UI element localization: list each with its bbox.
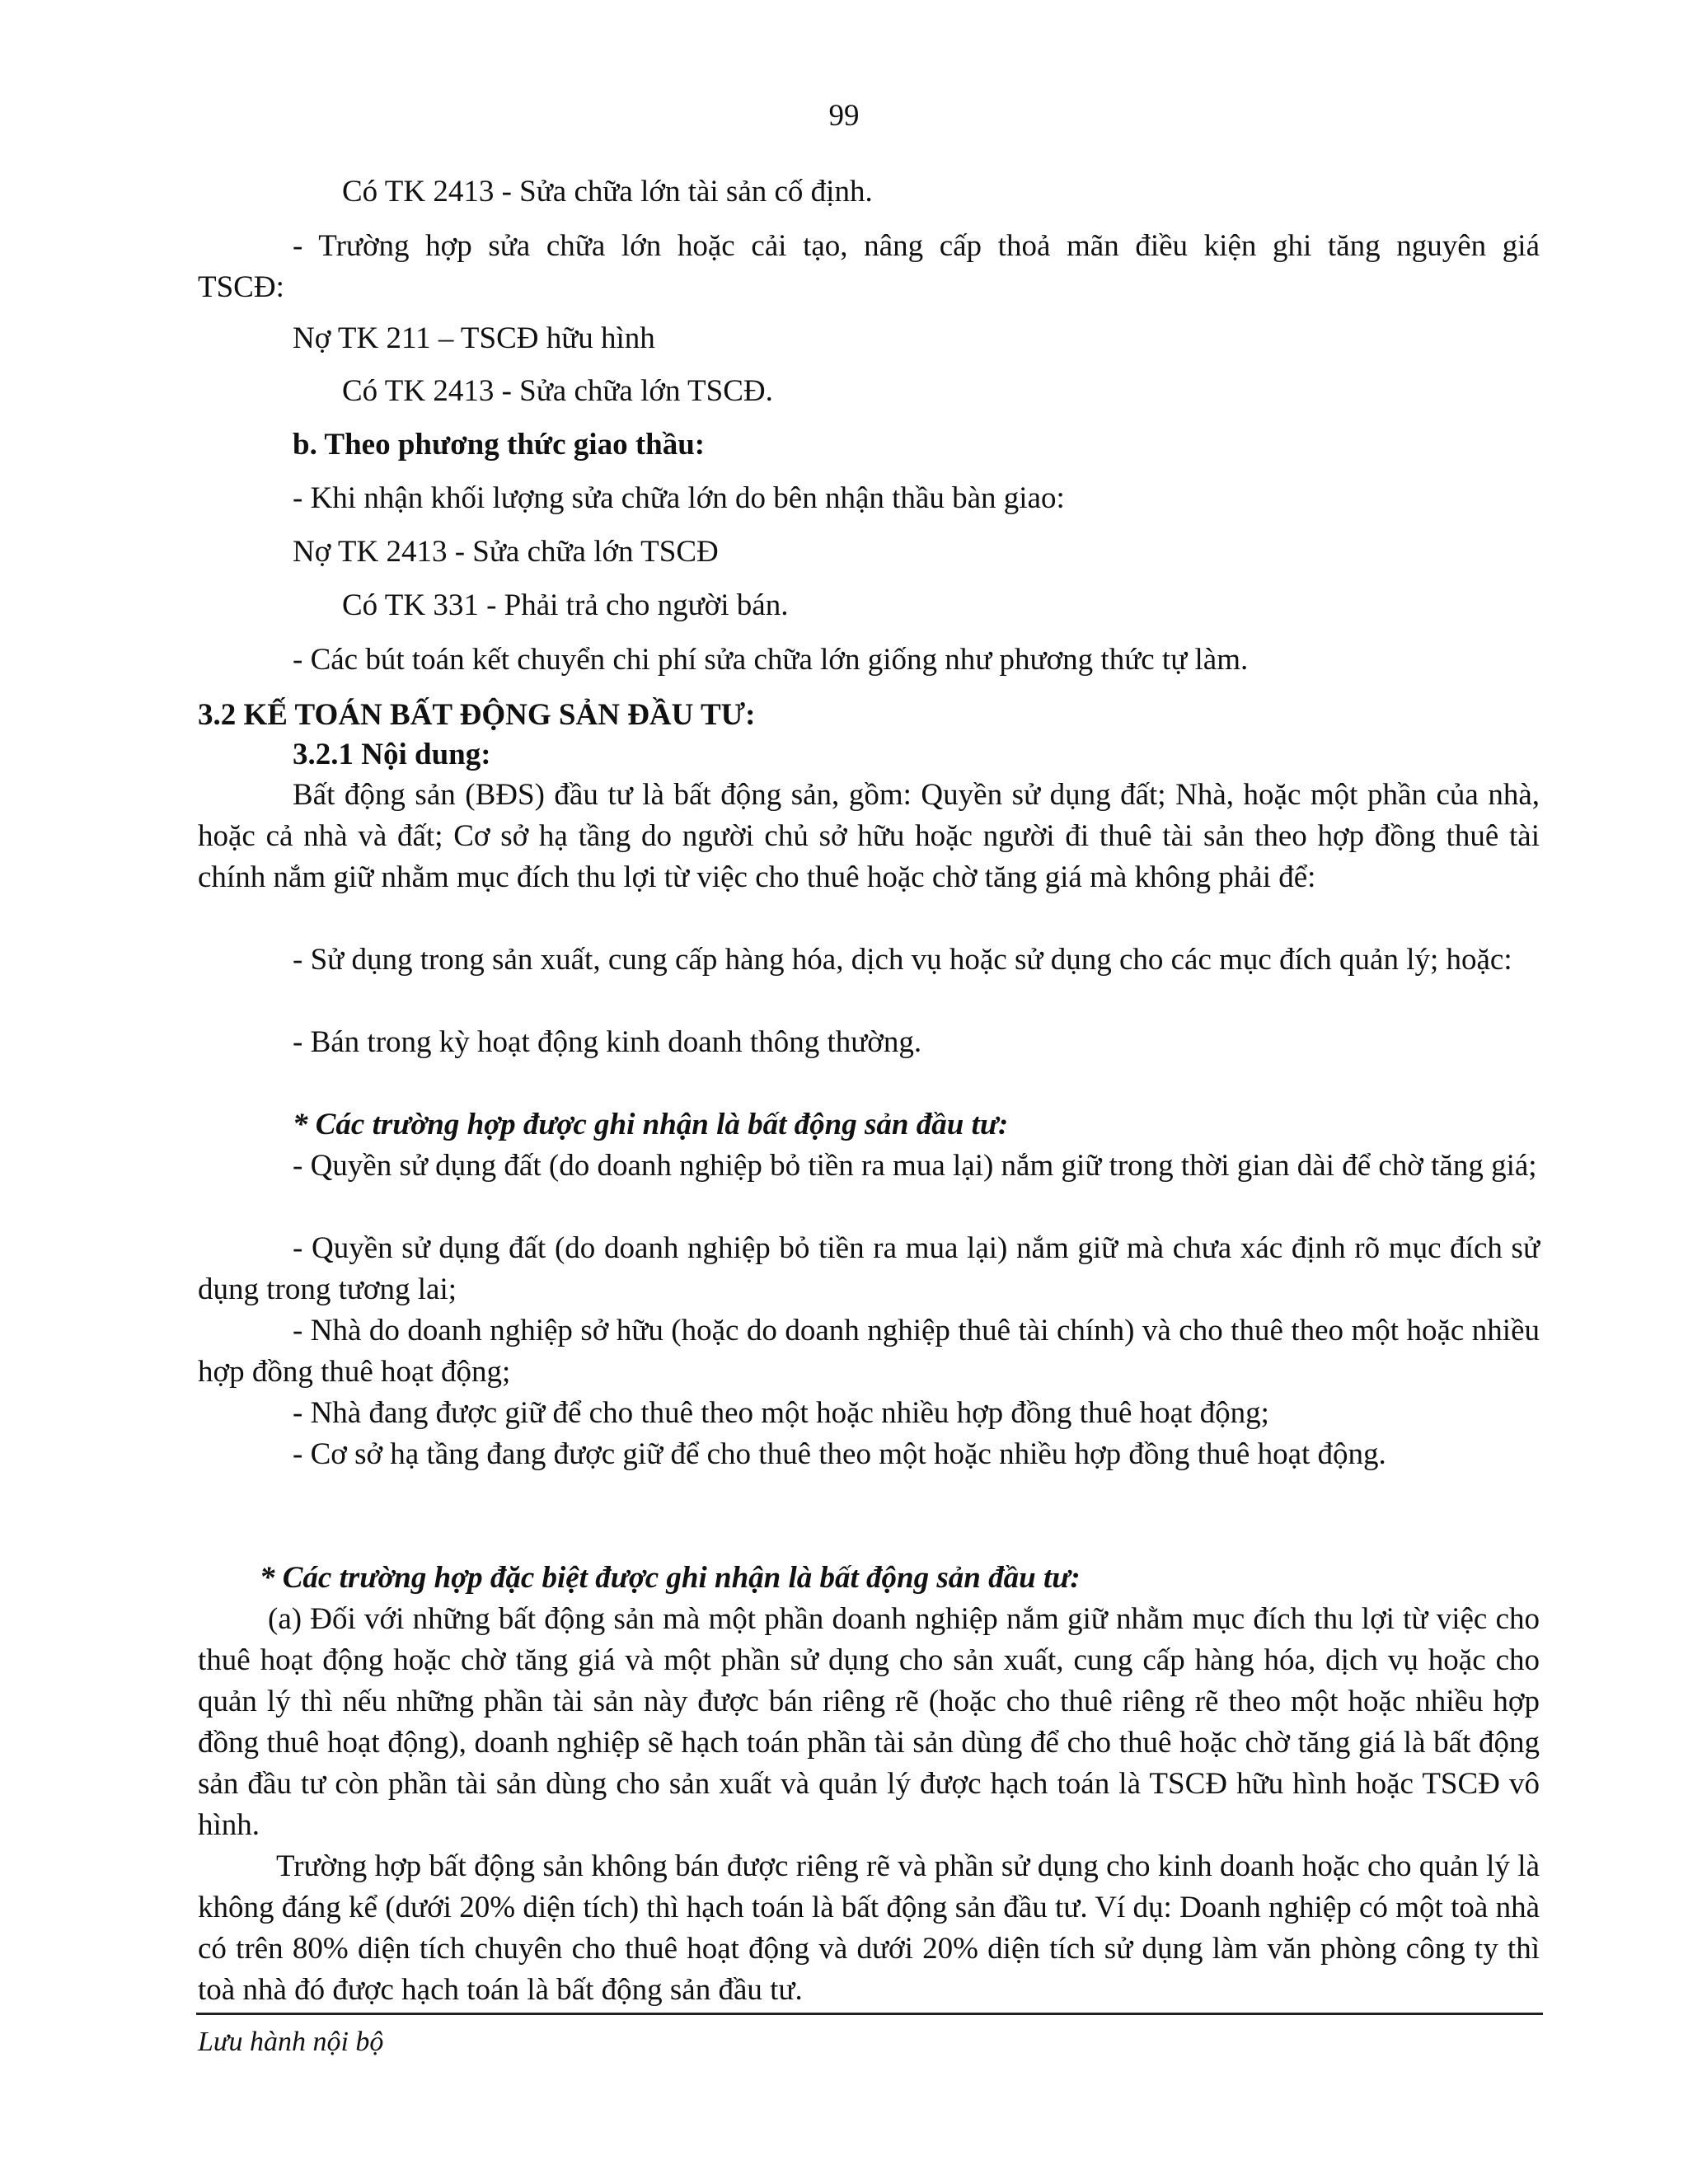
closing-entries-line: - Các bút toán kết chuyển chi phí sửa chữa lớn giống như phương thức tự làm. (293, 643, 1249, 677)
case-building-held-lease: - Nhà đang được giữ để cho thuê theo một hoặc nhiều hợp đồng thuê hoạt động; (293, 1396, 1269, 1430)
heading-special-cases: * Các trường hợp đặc biệt được ghi nhận là bất động sản đầu tư: (260, 1561, 1081, 1595)
entry-credit-2413: Có TK 2413 - Sửa chữa lớn TSCĐ. (342, 374, 773, 408)
case-upgrade-line-cont: TSCĐ: (198, 270, 284, 304)
entry-credit-2413-fixed-asset: Có TK 2413 - Sửa chữa lớn tài sản cố định. (342, 175, 873, 209)
footer-note: Lưu hành nội bộ (198, 2027, 384, 2057)
entry-credit-331: Có TK 331 - Phải trả cho người bán. (342, 588, 789, 622)
entry-debit-2413: Nợ TK 2413 - Sửa chữa lớn TSCĐ (293, 535, 719, 569)
subsection-title: 3.2.1 Nội dung: (293, 738, 491, 771)
heading-contract-method: b. Theo phương thức giao thầu: (293, 428, 706, 462)
section-title: 3.2 KẾ TOÁN BẤT ĐỘNG SẢN ĐẦU TƯ: (198, 698, 756, 732)
heading-recognized-cases: * Các trường hợp được ghi nhận là bất động sản đầu tư: (293, 1108, 1009, 1141)
case-upgrade-line: - Trường hợp sửa chữa lớn hoặc cải tạo, nâng cấp thoả mãn điều kiện ghi tăng nguyên giá (293, 229, 1540, 263)
definition-item-sale: - Bán trong kỳ hoạt động kinh doanh thông thường. (293, 1025, 922, 1059)
case-infrastructure-lease: - Cơ sở hạ tầng đang được giữ để cho thuê theo một hoặc nhiều hợp đồng thuê hoạt động. (293, 1437, 1386, 1471)
definition-item-use: - Sử dụng trong sản xuất, cung cấp hàng hóa, dịch vụ hoặc sử dụng cho các mục đích quản lý; hoặc: (293, 943, 1512, 977)
entry-debit-211: Nợ TK 211 – TSCĐ hữu hình (293, 321, 655, 355)
page-number: 99 (828, 99, 860, 133)
footer-divider (196, 2013, 1543, 2015)
special-case-example: Trường hợp bất động sản không bán được riêng rẽ và phần sử dụng cho kinh doanh hoặc cho quản lý là không đáng kể (dưới 20% diện tích) thì hạch toán là bất động sản đầu tư. Ví dụ: Doanh nghiệp có một toà nhà có trên 80% diện tích chuyên cho thuê hoạt động và dưới 20% diện tích sử dụng làm văn phòng công ty thì toà nhà đó được hạch toán là bất động sản đầu tư. (198, 1849, 1540, 2007)
contract-receipt-line: - Khi nhận khối lượng sửa chữa lớn do bên nhận thầu bàn giao: (293, 481, 1065, 515)
special-case-a: (a) Đối với những bất động sản mà một phần doanh nghiệp nắm giữ nhằm mục đích thu lợi từ việc cho thuê hoạt động hoặc chờ tăng giá và một phần sử dụng cho sản xuất, cung cấp hàng hóa, dịch vụ hoặc cho quản lý thì nếu những phần tài sản này được bán riêng rẽ (hoặc cho thuê riêng rẽ theo một hoặc nhiều hợp đồng thuê hoạt động), doanh nghiệp sẽ hạch toán phần tài sản dùng để cho thuê hoặc chờ tăng giá là bất động sản đầu tư còn phần tài sản dùng cho sản xuất và quản lý được hạch toán là TSCĐ hữu hình hoặc TSCĐ vô hình. (198, 1602, 1540, 1842)
definition-paragraph: Bất động sản (BĐS) đầu tư là bất động sản, gồm: Quyền sử dụng đất; Nhà, hoặc một phần của nhà, hoặc cả nhà và đất; Cơ sở hạ tầng do người chủ sở hữu hoặc người đi thuê tài sản theo hợp đồng thuê tài chính nắm giữ nhằm mục đích thu lợi từ việc cho thuê hoặc chờ tăng giá mà không phải để: (198, 778, 1540, 894)
case-land-undetermined: - Quyền sử dụng đất (do doanh nghiệp bỏ tiền ra mua lại) nắm giữ mà chưa xác định rõ mục đích sử dụng trong tương lai; (198, 1231, 1540, 1306)
case-land-appreciation: - Quyền sử dụng đất (do doanh nghiệp bỏ tiền ra mua lại) nắm giữ trong thời gian dài để chờ tăng giá; (293, 1149, 1537, 1183)
case-owned-building-lease: - Nhà do doanh nghiệp sở hữu (hoặc do doanh nghiệp thuê tài chính) và cho thuê theo một hoặc nhiều hợp đồng thuê hoạt động; (198, 1314, 1540, 1389)
